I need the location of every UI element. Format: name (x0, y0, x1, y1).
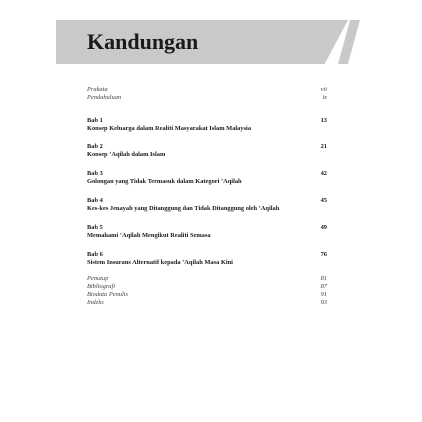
toc-page-number: 13 (320, 116, 327, 124)
toc-page-number: 91 (320, 290, 327, 298)
toc-chapter-1[interactable] (87, 117, 327, 133)
toc-entry-bibliografi[interactable] (87, 283, 327, 291)
chapter-number: Bab 5 (87, 223, 103, 231)
toc-page-number: 49 (320, 223, 327, 231)
chapter-number: Bab 4 (87, 196, 103, 204)
toc-page-number: 21 (320, 143, 327, 151)
toc-chapter-4[interactable] (87, 197, 327, 213)
toc-entry-label: Indeks (87, 298, 104, 306)
toc-chapter-5[interactable] (87, 224, 327, 240)
toc-entry-pendahuluan[interactable] (87, 94, 327, 102)
toc-page-number: 42 (320, 170, 327, 178)
toc-entry-biodata-penulis[interactable] (87, 291, 327, 299)
toc-page-number: 87 (320, 283, 327, 291)
chapter-title: Konsep Keluarga dalam Realiti Masyarakat Islam Malaysia (87, 124, 252, 132)
toc-page-number: ix (322, 93, 327, 101)
toc-entry-label: Bibliografi (87, 283, 116, 291)
toc-chapter-2[interactable] (87, 143, 327, 159)
toc-entry-penutup[interactable] (87, 275, 327, 283)
chapter-title: Memahami ‘Aqilah Mengikut Realiti Semasa (87, 231, 211, 239)
table-of-contents (87, 86, 327, 307)
toc-chapter-3[interactable] (87, 170, 327, 186)
chapter-title: Sistem Insurans Alternatif kepada ‘Aqilah Masa Kini (87, 258, 233, 266)
toc-page-number: 93 (320, 298, 327, 306)
toc-page-number: 76 (320, 250, 327, 258)
chapter-title: Kes-kes Jenayah yang Ditanggung dan Tidak Ditanggung oleh ‘Aqilah (87, 204, 280, 212)
toc-entry-label: Pendahuluan (87, 93, 122, 101)
chapter-title: Konsep ‘Aqilah dalam Islam (87, 151, 166, 159)
toc-page-number: vii (320, 86, 327, 93)
toc-entry-indeks[interactable] (87, 299, 327, 307)
toc-page-number: 45 (320, 196, 327, 204)
toc-entry-label: Prakata (87, 86, 108, 93)
chapter-number: Bab 6 (87, 250, 103, 258)
toc-page-number: 81 (320, 275, 327, 283)
toc-entry-label: Biodata Penulis (87, 290, 129, 298)
chapter-title: Golongan yang Tidak Termasuk dalam Kategori ‘Aqilah (87, 178, 242, 186)
toc-entry-prakata[interactable] (87, 86, 327, 94)
chapter-number: Bab 1 (87, 116, 103, 124)
toc-entry-label: Penutup (87, 275, 109, 283)
chapter-number: Bab 3 (87, 170, 103, 178)
chapter-number: Bab 2 (87, 143, 103, 151)
toc-chapter-6[interactable] (87, 251, 327, 267)
page-title: Kandungan (87, 29, 199, 54)
